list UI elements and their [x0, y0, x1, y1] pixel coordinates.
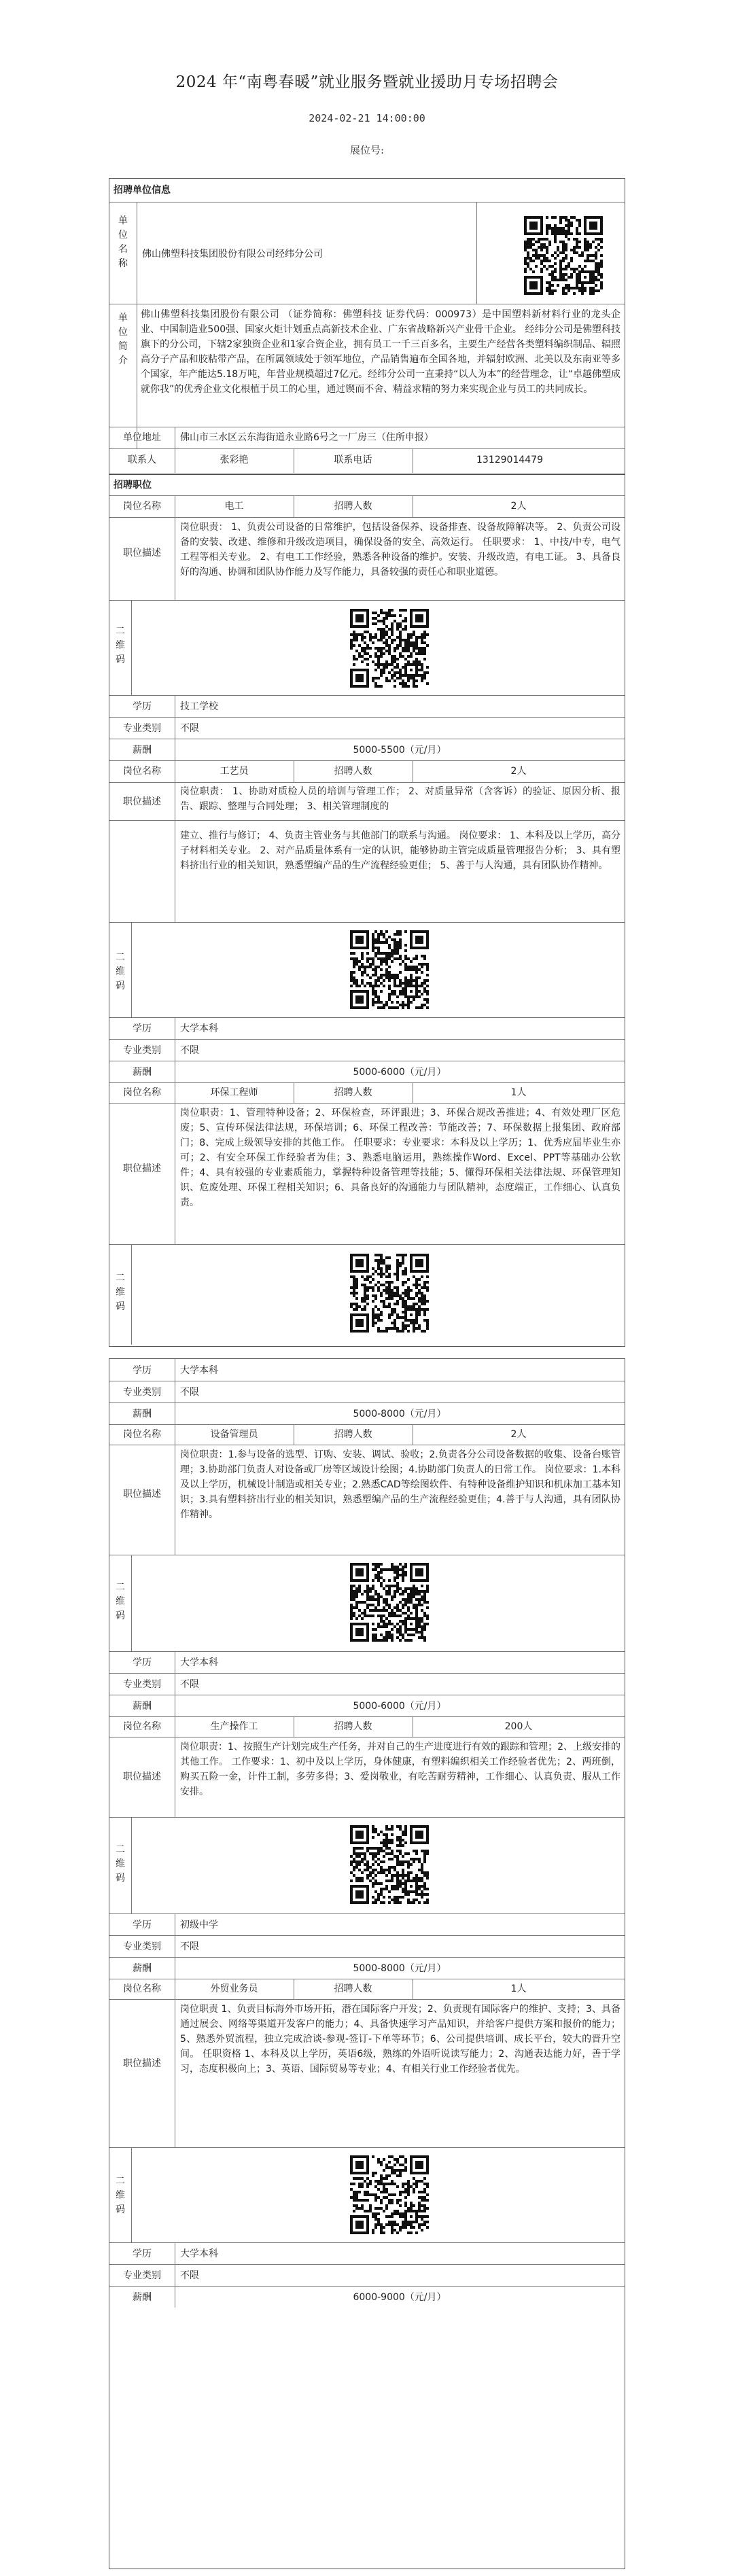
major-label: 专业类别 [123, 1045, 161, 1056]
company-section-title: 招聘单位信息 [113, 185, 171, 196]
education-value: 大学本科 [180, 1365, 218, 1376]
contact-person-label: 联系人 [128, 455, 156, 465]
job-qr-code [350, 930, 429, 1009]
salary-label: 薪酬 [133, 1067, 152, 1078]
major-value: 不限 [180, 2270, 199, 2281]
salary-label: 薪酬 [133, 1701, 152, 1712]
recruit-count-label: 招聘人数 [334, 501, 372, 512]
post-name-label: 岗位名称 [123, 766, 161, 777]
education-value: 大学本科 [180, 1023, 218, 1034]
company-address-label: 单位地址 [123, 432, 161, 443]
recruit-count-label: 招聘人数 [334, 1983, 372, 1994]
job-title: 设备管理员 [210, 1429, 258, 1440]
salary-label: 薪酬 [133, 2292, 152, 2303]
job-description: 岗位职责 1、负责目标海外市场开拓，潜在国际客户开发；2、负责现有国际客户的维护、支持；3、具备通过展会、网络等渠道开发客户的能力；4、具备快速学习产品知识，并给客户提供方案和报价的能力；5、熟悉外贸流程，独立完成洽谈-参观-签订-下单等环节；6、公司提供培训、成长平台，较大的晋升空间。 任职资格 1、本科及以上学历，英语6级，熟练的外语听说读写能力；2、沟通表达能力好，善于学习，态度积极向上；3、英语、国际贸易等专业；4、有相关行业工作经验者优先。 [180, 2004, 621, 2075]
education-label: 学历 [133, 2248, 152, 2259]
job-description: 岗位职责：1.参与设备的选型、订购、安装、调试、验收；2.负责各分公司设备数据的收集、设备台账管理；3.协助部门负责人对设备或厂房等区域设计绘图；4.协助部门负责人的日常工作。 岗位要求：1.本科及以上学历，机械设计制造或相关专业；2.熟悉CAD等绘图软件、有特种设备维护知识和机床加工基本知识；3.具有塑料挤出行业的相关知识，熟悉塑编产品的生产流程经验更佳；4.善于与人沟通，具有团队协作精神。 [180, 1449, 621, 1520]
salary-value: 5000-8000（元/月） [353, 1963, 447, 1974]
salary-label: 薪酬 [133, 1409, 152, 1419]
major-value: 不限 [180, 1679, 199, 1690]
salary-label: 薪酬 [133, 1963, 152, 1974]
major-value: 不限 [180, 1045, 199, 1056]
qr-label: 二 维 码 [116, 1273, 125, 1312]
recruit-count: 2人 [510, 1429, 527, 1440]
recruit-count: 2人 [510, 501, 527, 512]
qr-label: 二 维 码 [116, 952, 125, 991]
recruit-count: 200人 [504, 1721, 533, 1732]
major-label: 专业类别 [123, 723, 161, 734]
recruit-count-label: 招聘人数 [334, 1087, 372, 1098]
post-name-label: 岗位名称 [123, 1721, 161, 1732]
job-title: 外贸业务员 [210, 1983, 258, 1994]
major-value: 不限 [180, 1941, 199, 1952]
major-value: 不限 [180, 723, 199, 734]
job-qr-code [350, 609, 429, 688]
job-desc-label: 职位描述 [123, 796, 161, 807]
job-qr-code [350, 2155, 429, 2234]
education-value: 大学本科 [180, 1657, 218, 1668]
major-value: 不限 [180, 1387, 199, 1398]
company-name: 佛山佛塑科技集团股份有限公司经纬分公司 [142, 249, 323, 260]
education-label: 学历 [133, 1365, 152, 1376]
contact-phone: 13129014479 [476, 455, 543, 465]
education-label: 学历 [133, 1657, 152, 1668]
job-title: 电工 [224, 501, 244, 512]
recruit-count: 1人 [510, 1983, 527, 1994]
education-value: 初级中学 [180, 1920, 218, 1930]
recruit-count-label: 招聘人数 [334, 1429, 372, 1440]
education-label: 学历 [133, 1920, 152, 1930]
company-name-label: 单 位 名 称 [118, 215, 128, 269]
page-header [109, 0, 625, 157]
positions-table-page-1 [109, 474, 625, 1347]
job-description: 岗位职责： 1、协助对质检人员的培训与管理工作； 2、对质量异常（含客诉）的验证、原因分析、报告、跟踪、整理与合同处理； 3、相关管理制度的 [180, 786, 621, 812]
recruit-count-label: 招聘人数 [334, 1721, 372, 1732]
job-title: 环保工程师 [210, 1087, 258, 1098]
job-desc-label: 职位描述 [123, 1771, 161, 1782]
job-title: 生产操作工 [210, 1721, 258, 1732]
event-datetime: 2024-02-21 14:00:00 [309, 112, 425, 124]
page-title: 2024 年“南粤春暖”就业服务暨就业援助月专场招聘会 [175, 73, 559, 91]
booth-number-label: 展位号: [349, 144, 385, 156]
post-name-label: 岗位名称 [123, 1983, 161, 1994]
qr-label: 二 维 码 [116, 2176, 125, 2215]
job-desc-label: 职位描述 [123, 548, 161, 559]
salary-value: 5000-6000（元/月） [353, 1701, 447, 1712]
job-description-continued: 建立、推行与修订； 4、负责主管业务与其他部门的联系与沟通。 岗位要求： 1、本科及以上学历，高分子材料相关专业。 2、对产品质量体系有一定的认识，能够协助主管完成质量管理报告分析； 3、具有塑料挤出行业的相关知识，熟悉塑编产品的生产流程经验更佳； 5、善于与人沟通，具有团队协作精神。 [180, 830, 621, 871]
job-desc-label: 职位描述 [123, 2058, 161, 2069]
qr-label: 二 维 码 [116, 1582, 125, 1621]
salary-value: 5000-8000（元/月） [353, 1409, 447, 1419]
job-qr-code [350, 1563, 429, 1642]
job-description: 岗位职责：1、管理特种设备；2、环保检查，环评跟进；3、环保合规改善推进；4、有效处理厂区危废；5、宣传环保法律法规，环保培训；6、环保工程改善：节能改善；7、环保数据上报集团、政府部门；8、完成上级领导安排的其他工作。 任职要求：专业要求：本科及以上学历；1、优秀应届毕业生亦可；2、有安全环保工作经验者为佳；3、熟悉电脑运用，熟练操作Word、Excel、PPT等基础办公软件；4、具有较强的专业素质能力，掌握特种设备管理等技能；5、懂得环保相关法律法规、环保管理知识、危废处理、环保工程相关知识；6、具备良好的沟通能力与团队精神，态度端正，工作细心、认真负责。 [180, 1108, 621, 1208]
salary-value: 6000-9000（元/月） [353, 2292, 447, 2303]
job-desc-label: 职位描述 [123, 1163, 161, 1174]
contact-phone-label: 联系电话 [334, 455, 372, 465]
job-desc-label: 职位描述 [123, 1489, 161, 1500]
major-label: 专业类别 [123, 2270, 161, 2281]
post-name-label: 岗位名称 [123, 501, 161, 512]
education-value: 大学本科 [180, 2248, 218, 2259]
company-address: 佛山市三水区云东海街道永业路6号之一厂房三（住所申报） [180, 432, 434, 443]
job-title: 工艺员 [220, 766, 249, 777]
post-name-label: 岗位名称 [123, 1429, 161, 1440]
qr-label: 二 维 码 [116, 626, 125, 665]
recruit-count-label: 招聘人数 [334, 766, 372, 777]
recruit-count: 1人 [510, 1087, 527, 1098]
post-name-label: 岗位名称 [123, 1087, 161, 1098]
education-label: 学历 [133, 1023, 152, 1034]
positions-section-title: 招聘职位 [113, 480, 152, 491]
company-intro-label: 单 位 简 介 [118, 313, 128, 366]
company-qr-code [524, 216, 603, 295]
education-label: 学历 [133, 701, 152, 712]
job-qr-code [350, 1825, 429, 1904]
salary-label: 薪酬 [133, 745, 152, 756]
job-fair-page [109, 0, 625, 2303]
company-info-table [109, 178, 625, 474]
salary-value: 5000-6000（元/月） [353, 1067, 447, 1078]
contact-person: 张彩艳 [220, 455, 249, 465]
job-description: 岗位职责： 1、负责公司设备的日常维护，包括设备保养、设备排查、设备故障解决等。 2、负责公司设备的安装、改建、维修和升级改造项目，确保设备的安全、高效运行。 任职要求： 1、中技/中专，电气工程等相关专业。 2、有电工工作经验，熟悉各种设备的维护。安装、升级改造，有电工证。 3、具备良好的沟通、协调和团队协作能力及写作能力，具备较强的责任心和职业道德。 [180, 522, 621, 578]
job-qr-code [350, 1254, 429, 1333]
major-label: 专业类别 [123, 1387, 161, 1398]
recruit-count: 2人 [510, 766, 527, 777]
major-label: 专业类别 [123, 1941, 161, 1952]
job-description: 岗位职责：1、按照生产计划完成生产任务，并对自己的生产进度进行有效的跟踪和管理；2、上级安排的其他工作。 工作要求：1、初中及以上学历，身体健康，有塑料编织相关工作经验者优先；2、两班倒，购买五险一金，计件工制，多劳多得；3、爱岗敬业，有吃苦耐劳精神，工作细心、认真负责、服从工作安排。 [180, 1742, 621, 1797]
company-intro: 佛山佛塑科技集团股份有限公司 （证券简称：佛塑科技 证券代码：000973）是中国塑料新材料行业的龙头企业、中国制造业500强、国家火炬计划重点高新技术企业、广东省战略新兴产业骨干企业。 经纬分公司是佛塑科技旗下的分公司，下辖2家独资企业和1家合资企业，拥有员工一千三百多名，主要生产经营各类塑料编织制品、辐照高分子产品和胶粘带产品，在所属领域处于领军地位，产品销售遍布全国各地，并辐射欧洲、北美以及东南亚等多个国家，年产能达5.18万吨，年营业规模超过7亿元。经纬分公司一直秉持“以人为本”的经营理念，让“卓越佛塑成就你我”的优秀企业文化根植于员工的心里，通过锲而不舍、精益求精的努力来实现企业与员工的共同成长。 [141, 309, 621, 395]
education-value: 技工学校 [180, 701, 218, 712]
qr-label: 二 维 码 [116, 1844, 125, 1884]
positions-table-page-2 [109, 1358, 625, 2569]
salary-value: 5000-5500（元/月） [353, 745, 447, 756]
major-label: 专业类别 [123, 1679, 161, 1690]
